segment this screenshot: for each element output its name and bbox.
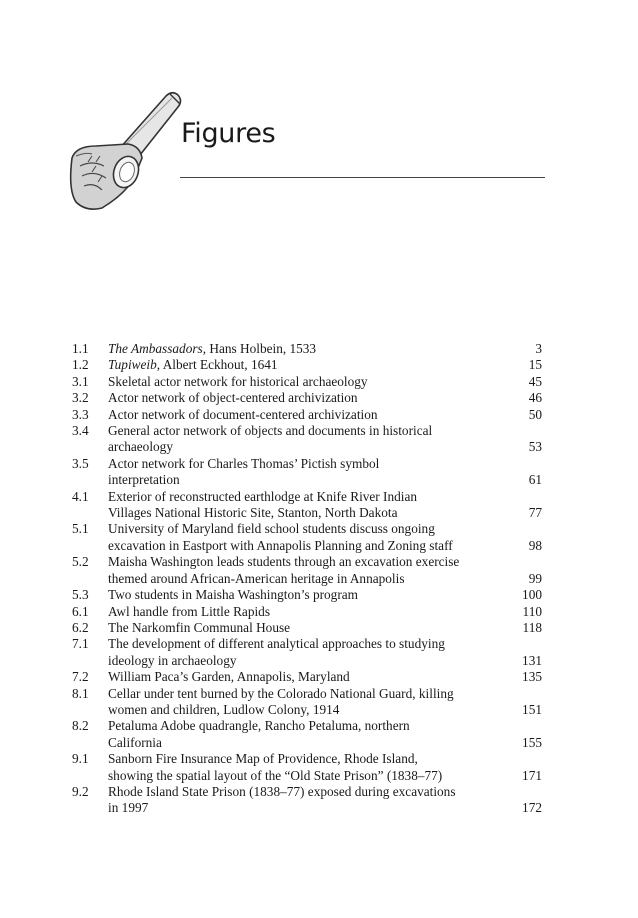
figure-caption-line: Actor network for Charles Thomas’ Pictish symbol: [108, 455, 380, 471]
figure-title-italic: The Ambassadors: [108, 341, 203, 356]
figure-page-number: 118: [522, 619, 542, 635]
figure-caption-line: The Ambassadors, Hans Holbein, 1533: [108, 341, 317, 356]
figure-number: 8.1: [72, 685, 89, 701]
figure-page-number: 50: [528, 406, 542, 422]
figure-number: 3.2: [72, 390, 89, 406]
figure-entry: [72, 669, 546, 685]
figure-page-number: 135: [522, 669, 542, 685]
figure-entry: [72, 784, 546, 817]
figure-entry: [72, 751, 546, 784]
figure-number: 7.2: [72, 669, 89, 685]
figure-entry: [72, 718, 546, 751]
figure-caption-line: Rhode Island State Prison (1838–77) exposed during excavations: [108, 783, 456, 799]
figure-page-number: 53: [528, 439, 542, 455]
figure-entry: [72, 357, 546, 373]
figure-caption-line: Two students in Maisha Washington’s program: [108, 587, 359, 603]
figure-page-number: [502, 718, 542, 734]
figure-caption-line: archaeology: [108, 439, 173, 455]
figure-number: 5.1: [72, 521, 89, 537]
figure-number: 3.5: [72, 455, 89, 471]
figure-entry: [72, 686, 546, 719]
figure-page-number: 3: [535, 341, 542, 356]
figure-caption-line: showing the spatial layout of the “Old State Prison” (1838–77): [108, 767, 443, 783]
figure-entry: [72, 636, 546, 669]
figure-page-number: [502, 489, 542, 505]
pipe-bowl-illustration: [62, 86, 192, 216]
figure-caption-line: excavation in Eastport with Annapolis Planning and Zoning staff: [108, 537, 453, 553]
figure-number: 6.1: [72, 603, 89, 619]
figure-entry: [72, 620, 546, 636]
figure-page-number: 172: [522, 800, 542, 816]
figure-caption-line: Awl handle from Little Rapids: [108, 603, 271, 619]
figure-page-number: 45: [528, 373, 542, 389]
page-title: Figures: [181, 118, 276, 149]
figure-entry: [72, 341, 546, 357]
figure-number: 3.1: [72, 373, 89, 389]
figure-page-number: 98: [528, 537, 542, 553]
figures-list: [72, 341, 546, 817]
figure-page-number: 61: [528, 472, 542, 488]
figure-caption-line: The development of different analytical approaches to studying: [108, 636, 445, 652]
figure-page-number: [502, 636, 542, 652]
figure-caption-line: Tupiweib, Albert Eckhout, 1641: [108, 357, 278, 373]
figure-page-number: 171: [522, 767, 542, 783]
figure-entry: [72, 489, 546, 522]
figure-caption-line: interpretation: [108, 472, 180, 488]
figure-caption-line: Petaluma Adobe quadrangle, Rancho Petaluma, northern: [108, 718, 410, 734]
figure-page-number: [502, 751, 542, 767]
figure-number: 4.1: [72, 488, 89, 504]
figure-entry: [72, 521, 546, 554]
figure-number: 3.4: [72, 423, 89, 439]
figure-entry: [72, 456, 546, 489]
figure-number: 5.2: [72, 554, 89, 570]
figure-caption-line: Maisha Washington leads students through an excavation exercise: [108, 554, 460, 570]
figure-caption-line: The Narkomfin Communal House: [108, 619, 291, 635]
figure-entry: [72, 390, 546, 406]
figure-number: 6.2: [72, 619, 89, 635]
figure-page-number: 131: [522, 652, 542, 668]
figure-caption-line: Exterior of reconstructed earthlodge at Knife River Indian: [108, 488, 418, 504]
figure-entry: [72, 587, 546, 603]
figure-page-number: 99: [528, 570, 542, 586]
figure-caption-line: Actor network of object-centered archivization: [108, 390, 358, 406]
figure-caption-line: women and children, Ludlow Colony, 1914: [108, 701, 340, 717]
figure-caption-line: Actor network of document-centered archivization: [108, 406, 378, 422]
figure-number: 3.3: [72, 406, 89, 422]
figure-number: 8.2: [72, 718, 89, 734]
figure-number: 9.1: [72, 751, 89, 767]
figure-entry: [72, 374, 546, 390]
figure-page-number: 110: [522, 603, 542, 619]
figure-caption-line: Sanborn Fire Insurance Map of Providence, Rhode Island,: [108, 751, 418, 767]
figure-page-number: 155: [522, 734, 542, 750]
figure-page-number: [502, 423, 542, 439]
figure-caption-line: themed around African-American heritage in Annapolis: [108, 570, 405, 586]
figure-page-number: [502, 554, 542, 570]
figure-page-number: [502, 521, 542, 537]
figure-number: 7.1: [72, 636, 89, 652]
figure-page-number: [502, 686, 542, 702]
figure-number: 9.2: [72, 783, 89, 799]
figure-entry: [72, 604, 546, 620]
figure-caption-line: General actor network of objects and documents in historical: [108, 423, 433, 439]
figure-caption-line: Cellar under tent burned by the Colorado National Guard, killing: [108, 685, 454, 701]
figure-caption-line: Villages National Historic Site, Stanton, North Dakota: [108, 505, 398, 521]
figure-page-number: [502, 456, 542, 472]
figure-page-number: 77: [528, 505, 542, 521]
figure-entry: [72, 423, 546, 456]
figure-number: 1.1: [72, 341, 89, 356]
figure-page-number: 46: [528, 390, 542, 406]
figure-entry: [72, 554, 546, 587]
figure-number: 5.3: [72, 587, 89, 603]
title-rule: [180, 177, 545, 178]
figure-page-number: [502, 784, 542, 800]
figure-caption-line: Skeletal actor network for historical archaeology: [108, 373, 368, 389]
figure-entry: [72, 407, 546, 423]
figure-page-number: 151: [522, 701, 542, 717]
figure-caption-line: in 1997: [108, 800, 149, 816]
figure-caption-line: William Paca’s Garden, Annapolis, Maryland: [108, 669, 350, 685]
figure-page-number: 15: [528, 357, 542, 373]
figure-page-number: 100: [522, 587, 542, 603]
figure-caption-line: University of Maryland field school students discuss ongoing: [108, 521, 435, 537]
figure-number: 1.2: [72, 357, 89, 373]
figure-title-italic: Tupiweib: [108, 357, 157, 373]
figure-caption-line: California: [108, 734, 162, 750]
figure-caption-line: ideology in archaeology: [108, 652, 237, 668]
